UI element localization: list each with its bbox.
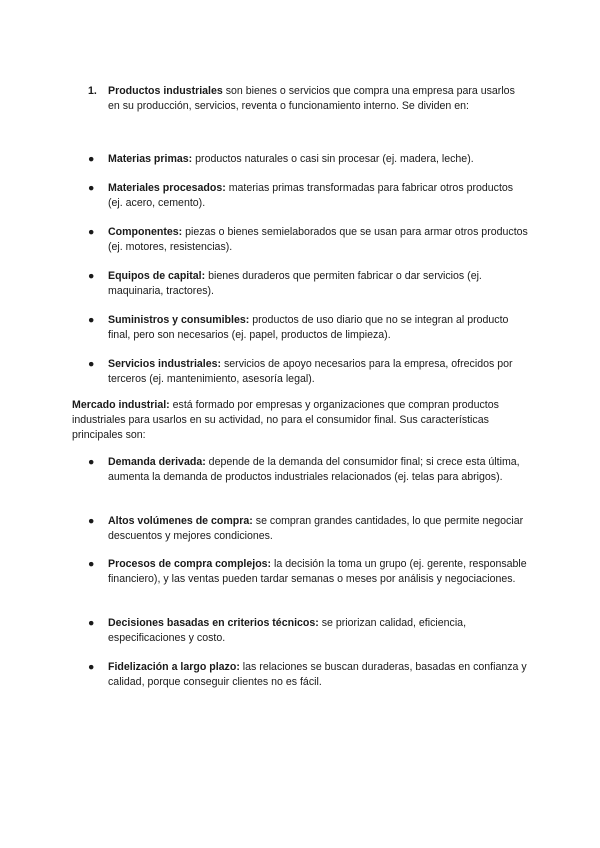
list-number: 1. xyxy=(88,85,97,97)
intro-term: Productos industriales xyxy=(108,85,223,97)
list-item-description: las relaciones se buscan duraderas, basadas en confianza y calidad, porque conseguir clientes no es fácil. xyxy=(108,661,527,688)
list-item-description: se priorizan calidad, eficiencia, especificaciones y costo. xyxy=(108,617,467,644)
list-item-term: Demanda derivada: xyxy=(108,456,206,468)
bullet-icon: ● xyxy=(88,515,95,527)
list-item-text xyxy=(108,660,528,690)
list-item-term: Materias primas: xyxy=(108,153,193,165)
list-item-text xyxy=(108,455,528,485)
list-item-text xyxy=(108,269,528,299)
bullet-icon: ● xyxy=(88,153,95,165)
list-item-term: Suministros y consumibles: xyxy=(108,314,250,326)
market-description: está formado por empresas y organizaciones que compran productos industriales para usarlos en su actividad, no para el consumidor final. Sus características principales son: xyxy=(72,399,499,441)
list-item-text xyxy=(108,181,528,211)
bullet-icon: ● xyxy=(88,456,95,468)
list-item-description: productos de uso diario que no se integran al producto final, pero son necesarios (ej. papel, productos de limpieza). xyxy=(108,314,509,341)
list-item-text xyxy=(108,313,528,343)
list-item-description: materias primas transformadas para fabricar otros productos (ej. acero, cemento). xyxy=(108,182,514,209)
list-item-term: Fidelización a largo plazo: xyxy=(108,661,240,673)
list-item-text xyxy=(108,152,528,167)
list-item-text xyxy=(108,557,528,587)
intro-numbered-item xyxy=(88,84,528,114)
intro-paragraph xyxy=(108,84,528,114)
bullet-icon: ● xyxy=(88,661,95,673)
list-item-term: Decisiones basadas en criterios técnicos: xyxy=(108,617,319,629)
list-item-term: Procesos de compra complejos: xyxy=(108,558,272,570)
bullet-icon: ● xyxy=(88,314,95,326)
bullet-icon: ● xyxy=(88,226,95,238)
list-item-description: productos naturales o casi sin procesar (ej. madera, leche). xyxy=(192,153,474,165)
list-item-term: Equipos de capital: xyxy=(108,270,206,282)
market-paragraph xyxy=(72,398,528,443)
list-item-term: Componentes: xyxy=(108,226,183,238)
list-item-description: piezas o bienes semielaborados que se usan para armar otros productos (ej. motores, resistencias). xyxy=(108,226,528,253)
list-item-description: servicios de apoyo necesarios para la empresa, ofrecidos por terceros (ej. mantenimiento, asesoría legal). xyxy=(108,358,513,385)
list-item-text xyxy=(108,616,528,646)
list-item-term: Materiales procesados: xyxy=(108,182,226,194)
list-item-text xyxy=(108,225,528,255)
list-item-term: Servicios industriales: xyxy=(108,358,222,370)
intro-description: son bienes o servicios que compra una empresa para usarlos en su producción, servicios, reventa o funcionamiento interno. Se dividen en: xyxy=(108,85,515,112)
list-item-description: la decisión la toma un grupo (ej. gerente, responsable financiero), y las ventas pueden tardar semanas o meses por análisis y negociaciones. xyxy=(108,558,527,585)
bullet-icon: ● xyxy=(88,182,95,194)
market-term: Mercado industrial: xyxy=(72,399,170,411)
list-item-term: Altos volúmenes de compra: xyxy=(108,515,253,527)
list-item-text xyxy=(108,514,528,544)
list-item-description: se compran grandes cantidades, lo que permite negociar descuentos y mejores condiciones. xyxy=(108,515,524,542)
bullet-icon: ● xyxy=(88,617,95,629)
bullet-icon: ● xyxy=(88,358,95,370)
bullet-icon: ● xyxy=(88,270,95,282)
bullet-icon: ● xyxy=(88,558,95,570)
list-item-description: bienes duraderos que permiten fabricar o dar servicios (ej. maquinaria, tractores). xyxy=(108,270,482,297)
list-item-description: depende de la demanda del consumidor final; si crece esta última, aumenta la demanda de productos industriales relacionados (ej. telas para abrigos). xyxy=(108,456,520,483)
list-item-text xyxy=(108,357,528,387)
